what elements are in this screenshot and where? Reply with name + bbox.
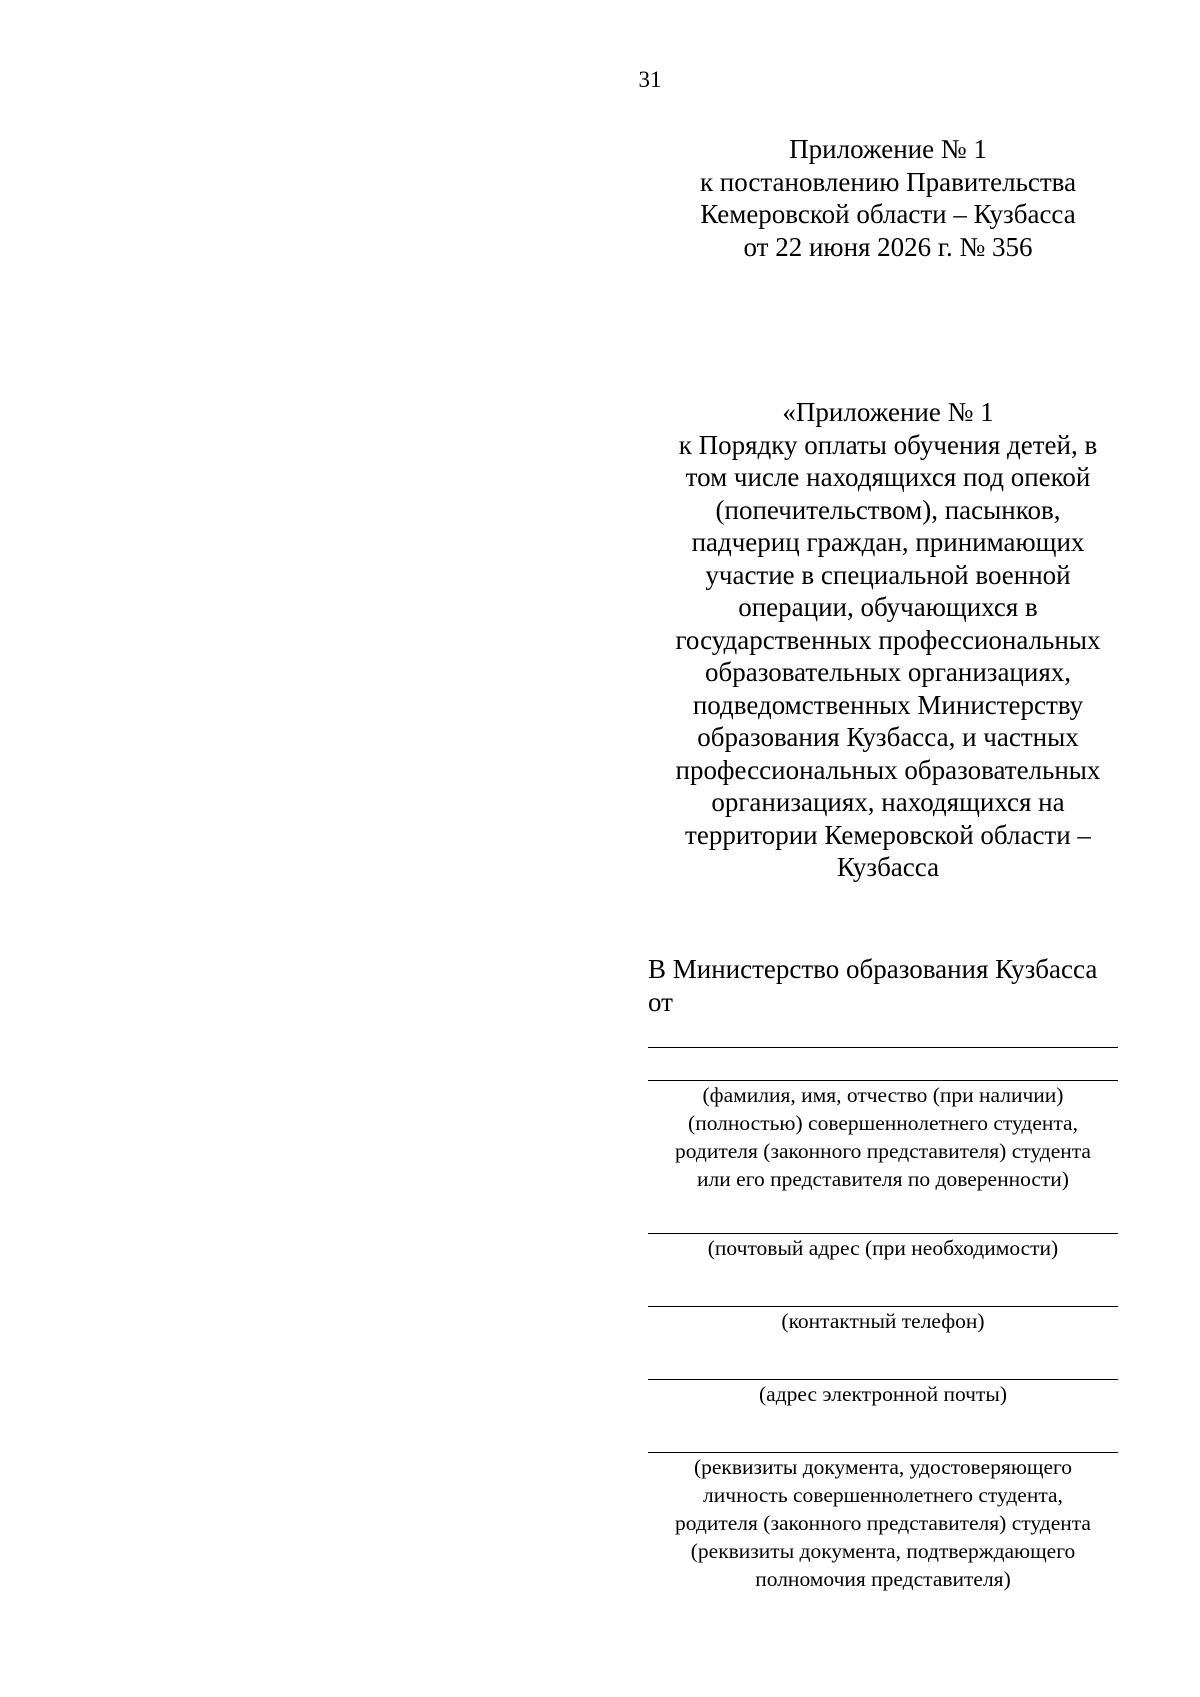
- addressee: [648, 953, 1128, 1018]
- appendix-order-line: «Приложение № 1: [782, 397, 994, 427]
- appendix-header: [648, 133, 1128, 263]
- addressee-ministry: В Министерство образования Кузбасса: [648, 954, 1098, 984]
- appendix-order-line: к Порядку оплаты обучения детей, в: [678, 429, 1098, 460]
- addressee-from: от: [648, 986, 673, 1017]
- appendix-order-line: образовательных организациях,: [705, 657, 1071, 687]
- appendix-header-line: Кемеровской области – Кузбасса: [700, 199, 1076, 229]
- fio-caption-line: (полностью) совершеннолетнего студента,: [688, 1111, 1078, 1135]
- fio-caption-line: (фамилия, имя, отчество (при наличии): [702, 1083, 1064, 1107]
- document-caption-line: (реквизиты документа, удостоверяющего: [693, 1455, 1073, 1479]
- appendix-order-line: подведомственных Министерству: [692, 689, 1084, 720]
- appendix-header-line: к постановлению Правительства: [699, 166, 1077, 197]
- appendix-header-line: Приложение № 1: [789, 134, 987, 164]
- appendix-order-line: операции, обучающихся в: [738, 592, 1038, 622]
- appendix-order-line: том числе находящихся под опекой: [685, 462, 1091, 492]
- appendix-order-line: Кузбасса: [836, 852, 940, 882]
- page-number: 31: [638, 67, 662, 92]
- appendix-order-line: падчериц граждан, принимающих: [691, 527, 1085, 557]
- appendix-order-line: государственных профессиональных: [675, 624, 1101, 655]
- fio-caption-line: родителя (законного представителя) студента: [675, 1139, 1091, 1163]
- appendix-order-line: организациях, находящихся на: [711, 787, 1065, 817]
- document-caption-line: полномочия представителя): [755, 1567, 1011, 1591]
- appendix-header-line: от 22 июня 2026 г. № 356: [743, 231, 1033, 262]
- appendix-order-line: участие в специальной военной: [705, 559, 1071, 590]
- document-caption-line: личность совершеннолетнего студента,: [703, 1483, 1063, 1507]
- appendix-order-reference: [648, 396, 1128, 884]
- document-caption-line: родителя (законного представителя) студента: [675, 1511, 1091, 1535]
- fio-caption: [648, 1081, 1118, 1193]
- fio-caption-line: или его представителя по доверенности): [697, 1167, 1069, 1191]
- document-caption: [648, 1453, 1118, 1593]
- appendix-order-line: (попечительством), пасынков,: [715, 494, 1061, 525]
- appendix-order-line: профессиональных образовательных: [675, 754, 1101, 785]
- email-caption: (адрес электронной почты): [759, 1382, 1007, 1406]
- phone-caption: (контактный телефон): [781, 1309, 985, 1333]
- document-caption-line: (реквизиты документа, подтверждающего: [690, 1539, 1076, 1563]
- appendix-order-line: образования Кузбасса, и частных: [697, 722, 1079, 752]
- appendix-order-line: территории Кемеровской области –: [685, 819, 1091, 850]
- applicant-form: [648, 1047, 1118, 1593]
- postal-address-caption: (почтовый адрес (при необходимости): [707, 1236, 1059, 1260]
